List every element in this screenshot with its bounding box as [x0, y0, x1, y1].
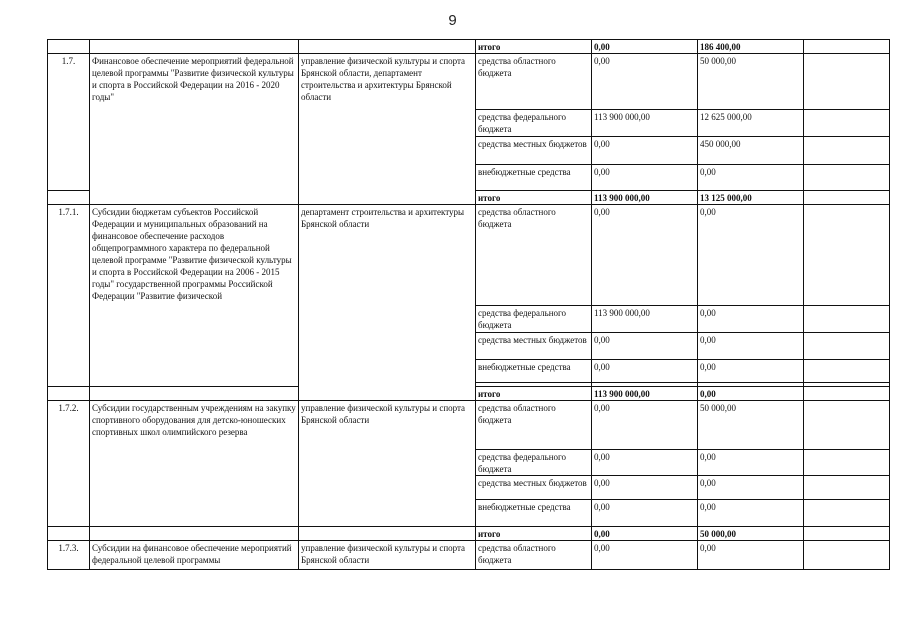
row-number-cell: 1.7. [48, 54, 90, 191]
row-number-cell [48, 387, 90, 401]
amount-cell: 0,00 [592, 401, 698, 450]
funding-source-cell: средства областного бюджета [476, 401, 592, 450]
empty-cell [804, 333, 890, 360]
amount-cell: 0,00 [592, 54, 698, 110]
empty-cell [804, 137, 890, 165]
amount-cell: 450 000,00 [698, 137, 804, 165]
amount-cell: 50 000,00 [698, 527, 804, 541]
amount-cell: 12 625 000,00 [698, 110, 804, 137]
amount-cell: 0,00 [698, 500, 804, 527]
funding-source-cell: средства федерального бюджета [476, 306, 592, 333]
amount-cell: 0,00 [698, 541, 804, 570]
table-row [48, 401, 890, 450]
amount-cell: 0,00 [592, 476, 698, 500]
amount-cell: 0,00 [698, 476, 804, 500]
executor-cell: управление физической культуры и спорта Брянской области, департамент строительства и архитектуры Брянской области [299, 54, 476, 205]
amount-cell: 0,00 [592, 137, 698, 165]
funding-source-cell: средства областного бюджета [476, 205, 592, 306]
measure-name-cell [90, 205, 299, 387]
amount-cell: 0,00 [698, 360, 804, 383]
measure-name-cell [90, 40, 299, 54]
amount-cell: 0,00 [592, 500, 698, 527]
table-row [48, 54, 890, 110]
executor-cell [299, 40, 476, 54]
amount-cell: 0,00 [592, 333, 698, 360]
funding-source-cell: средства федерального бюджета [476, 110, 592, 137]
empty-cell [804, 527, 890, 541]
amount-cell: 50 000,00 [698, 54, 804, 110]
funding-source-cell: внебюджетные средства [476, 500, 592, 527]
amount-cell: 186 400,00 [698, 40, 804, 54]
empty-cell [804, 191, 890, 205]
row-number-cell: 1.7.2. [48, 401, 90, 527]
row-number-cell [48, 527, 90, 541]
empty-cell [804, 541, 890, 570]
page-number: 9 [448, 12, 457, 29]
empty-cell [804, 360, 890, 383]
table-row [48, 541, 890, 570]
amount-cell: 13 125 000,00 [698, 191, 804, 205]
funding-source-cell: итого [476, 40, 592, 54]
measure-name-cell: Субсидии государственным учреждениям на закупку спортивного оборудования для детско-юношеских спортивных школ олимпийского резерва [90, 401, 299, 527]
empty-cell [804, 110, 890, 137]
funding-source-cell: средства областного бюджета [476, 541, 592, 570]
executor-cell: управление физической культуры и спорта Брянской области [299, 541, 476, 570]
funding-source-cell: средства местных бюджетов [476, 333, 592, 360]
table-row [48, 527, 890, 541]
amount-cell: 0,00 [592, 40, 698, 54]
measure-name-cell [90, 387, 299, 401]
empty-cell [804, 205, 890, 306]
amount-cell: 0,00 [592, 165, 698, 191]
measure-name-cell: Субсидии на финансовое обеспечение мероприятий федеральной целевой программы [90, 541, 299, 570]
table-row [48, 40, 890, 54]
empty-cell [804, 54, 890, 110]
executor-cell: управление физической культуры и спорта Брянской области [299, 401, 476, 527]
row-number-cell [48, 40, 90, 54]
funding-source-cell: средства федерального бюджета [476, 450, 592, 476]
amount-cell: 113 900 000,00 [592, 110, 698, 137]
amount-cell: 113 900 000,00 [592, 387, 698, 401]
amount-cell: 0,00 [592, 360, 698, 383]
amount-cell: 0,00 [698, 306, 804, 333]
table-row [48, 205, 890, 306]
measure-name-cell: Финансовое обеспечение мероприятий федеральной целевой программы "Развитие физической культуры и спорта в Российской Федерации на 2016 - 2020 годы" [90, 54, 299, 205]
funding-source-cell: итого [476, 387, 592, 401]
amount-cell: 0,00 [698, 165, 804, 191]
funding-source-cell: средства областного бюджета [476, 54, 592, 110]
funding-source-cell: средства местных бюджетов [476, 137, 592, 165]
executor-cell: департамент строительства и архитектуры Брянской области [299, 205, 476, 401]
executor-cell [299, 527, 476, 541]
row-number-cell [48, 191, 90, 205]
empty-cell [804, 500, 890, 527]
amount-cell: 0,00 [698, 205, 804, 306]
empty-cell [804, 165, 890, 191]
empty-cell [804, 387, 890, 401]
empty-cell [804, 40, 890, 54]
funding-source-cell: итого [476, 191, 592, 205]
empty-cell [804, 450, 890, 476]
measure-name-text: Субсидии бюджетам субъектов Российской Федерации и муниципальных образований на финансовое обеспечение расходов общепрограммного характера по федеральной целевой программе "Развитие физической культуры и спорта в Российской Федерации на 2006 - 2015 годы" государственной программы Российской Федерации "Развитие физической [92, 207, 292, 301]
amount-cell: 0,00 [698, 333, 804, 360]
amount-cell: 0,00 [592, 527, 698, 541]
budget-table [47, 39, 890, 570]
amount-cell: 0,00 [698, 387, 804, 401]
empty-cell [804, 306, 890, 333]
amount-cell: 0,00 [698, 450, 804, 476]
funding-source-cell: итого [476, 527, 592, 541]
empty-cell [804, 401, 890, 450]
amount-cell: 0,00 [592, 205, 698, 306]
funding-source-cell: внебюджетные средства [476, 360, 592, 383]
measure-name-cell [90, 527, 299, 541]
amount-cell: 0,00 [592, 541, 698, 570]
empty-cell [804, 476, 890, 500]
funding-source-cell: внебюджетные средства [476, 165, 592, 191]
amount-cell: 113 900 000,00 [592, 191, 698, 205]
row-number-cell: 1.7.1. [48, 205, 90, 387]
funding-source-cell: средства местных бюджетов [476, 476, 592, 500]
amount-cell: 113 900 000,00 [592, 306, 698, 333]
amount-cell: 0,00 [592, 450, 698, 476]
row-number-cell: 1.7.3. [48, 541, 90, 570]
amount-cell: 50 000,00 [698, 401, 804, 450]
